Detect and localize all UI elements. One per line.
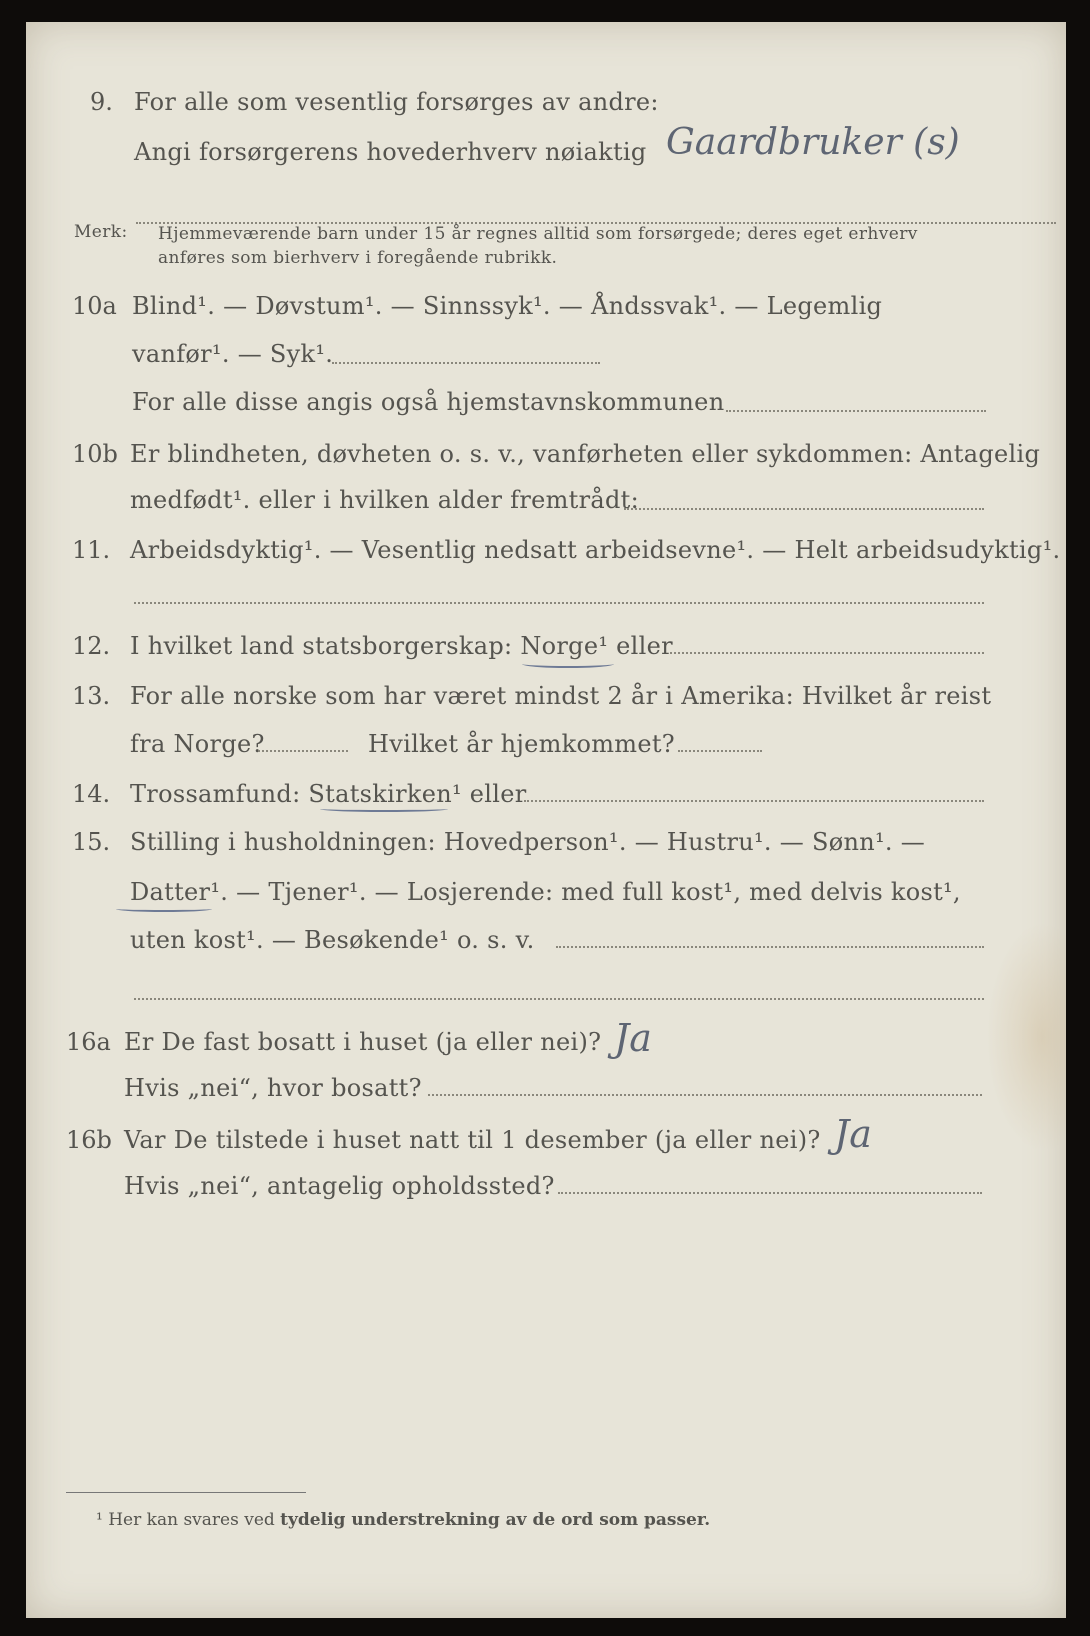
q16a-line2: Hvis „nei“, hvor bosatt? — [124, 1074, 422, 1102]
q15-line3: uten kost¹. — Besøkende¹ o. s. v. — [130, 926, 535, 954]
q15-osv-line — [556, 946, 984, 948]
q16a-handwritten-answer: Ja — [614, 1016, 652, 1060]
q14-number: 14. — [72, 780, 111, 808]
q9-line2: Angi forsørgerens hovederhverv nøiaktig — [134, 138, 647, 166]
merk-line1: Hjemmeværende barn under 15 år regnes alltid som forsørgede; deres eget erhverv — [158, 224, 918, 244]
q11-answer-line — [134, 602, 984, 604]
q9-line1: For alle som vesentlig forsørges av andre: — [134, 88, 659, 116]
q13-line1: For alle norske som har været mindst 2 år i Amerika: Hvilket år reist — [130, 682, 992, 710]
q16a-line1: Er De fast bosatt i huset (ja eller nei)? — [124, 1028, 602, 1056]
merk-line2: anføres som bierhverv i foregående rubrikk. — [158, 248, 558, 268]
q10a-line2: vanfør¹. — Syk¹. — [132, 340, 334, 368]
q10b-line2: medfødt¹. eller i hvilken alder fremtrådt: — [130, 486, 639, 514]
q9-number: 9. — [90, 88, 113, 116]
q10a-number: 10a — [72, 292, 117, 320]
q11-number: 11. — [72, 536, 111, 564]
footnote-text-b: tydelig understrekning av de ord som passer. — [280, 1510, 711, 1530]
footnote-text-a: Her kan svares ved — [108, 1510, 275, 1530]
q15-line2: Datter¹. — Tjener¹. — Losjerende: med full kost¹, med delvis kost¹, — [130, 878, 961, 906]
q13-line2b: Hvilket år hjemkommet? — [368, 730, 675, 758]
footnote-divider — [66, 1492, 306, 1493]
q10b-alder-line — [624, 508, 984, 510]
q13-reist-line — [258, 750, 348, 752]
q13-number: 13. — [72, 682, 111, 710]
q13-hjemkommet-line — [678, 750, 762, 752]
norge-underline-mark — [522, 660, 614, 668]
q13-line2a: fra Norge? — [130, 730, 265, 758]
q16b-line1: Var De tilstede i huset natt til 1 desember (ja eller nei)? — [124, 1126, 821, 1154]
q15-answer-line — [134, 998, 984, 1000]
q16b-number: 16b — [66, 1126, 112, 1154]
q15-line1: Stilling i husholdningen: Hovedperson¹. — Hustru¹. — Sønn¹. — — [130, 828, 926, 856]
q11-line1: Arbeidsdyktig¹. — Vesentlig nedsatt arbeidsevne¹. — Helt arbeidsudyktig¹. — [130, 536, 1061, 564]
q10b-line1: Er blindheten, døvheten o. s. v., vanførheten eller sykdommen: Antagelig — [130, 440, 1041, 468]
footnote-text — [96, 1510, 710, 1530]
q16b-handwritten-answer: Ja — [834, 1112, 872, 1156]
footnote-mark: ¹ — [96, 1510, 103, 1530]
census-form-page — [26, 22, 1066, 1618]
q16a-number: 16a — [66, 1028, 111, 1056]
q14-eller-line — [524, 800, 984, 802]
q12-eller-line — [670, 652, 984, 654]
q15-number: 15. — [72, 828, 111, 856]
datter-underline-mark — [116, 906, 212, 912]
q10a-kommune-line — [726, 410, 986, 412]
q12-line1: I hvilket land statsborgerskap: Norge¹ eller — [130, 632, 673, 660]
q16b-opholdssted-line — [558, 1192, 982, 1194]
q10b-number: 10b — [72, 440, 118, 468]
q10a-syk-line — [332, 362, 600, 364]
q16a-bosatt-line — [428, 1094, 982, 1096]
merk-label: Merk: — [74, 222, 128, 242]
q9-handwritten-answer: Gaardbruker (s) — [666, 122, 960, 163]
q16b-line2: Hvis „nei“, antagelig opholdssted? — [124, 1172, 555, 1200]
q10a-line1: Blind¹. — Døvstum¹. — Sinnssyk¹. — Åndssvak¹. — Legemlig — [132, 292, 883, 320]
statskirken-underline-mark — [320, 806, 448, 812]
q14-line1: Trossamfund: Statskirken¹ eller — [130, 780, 527, 808]
q12-number: 12. — [72, 632, 111, 660]
q10a-line3: For alle disse angis også hjemstavnskommunen — [132, 388, 725, 416]
